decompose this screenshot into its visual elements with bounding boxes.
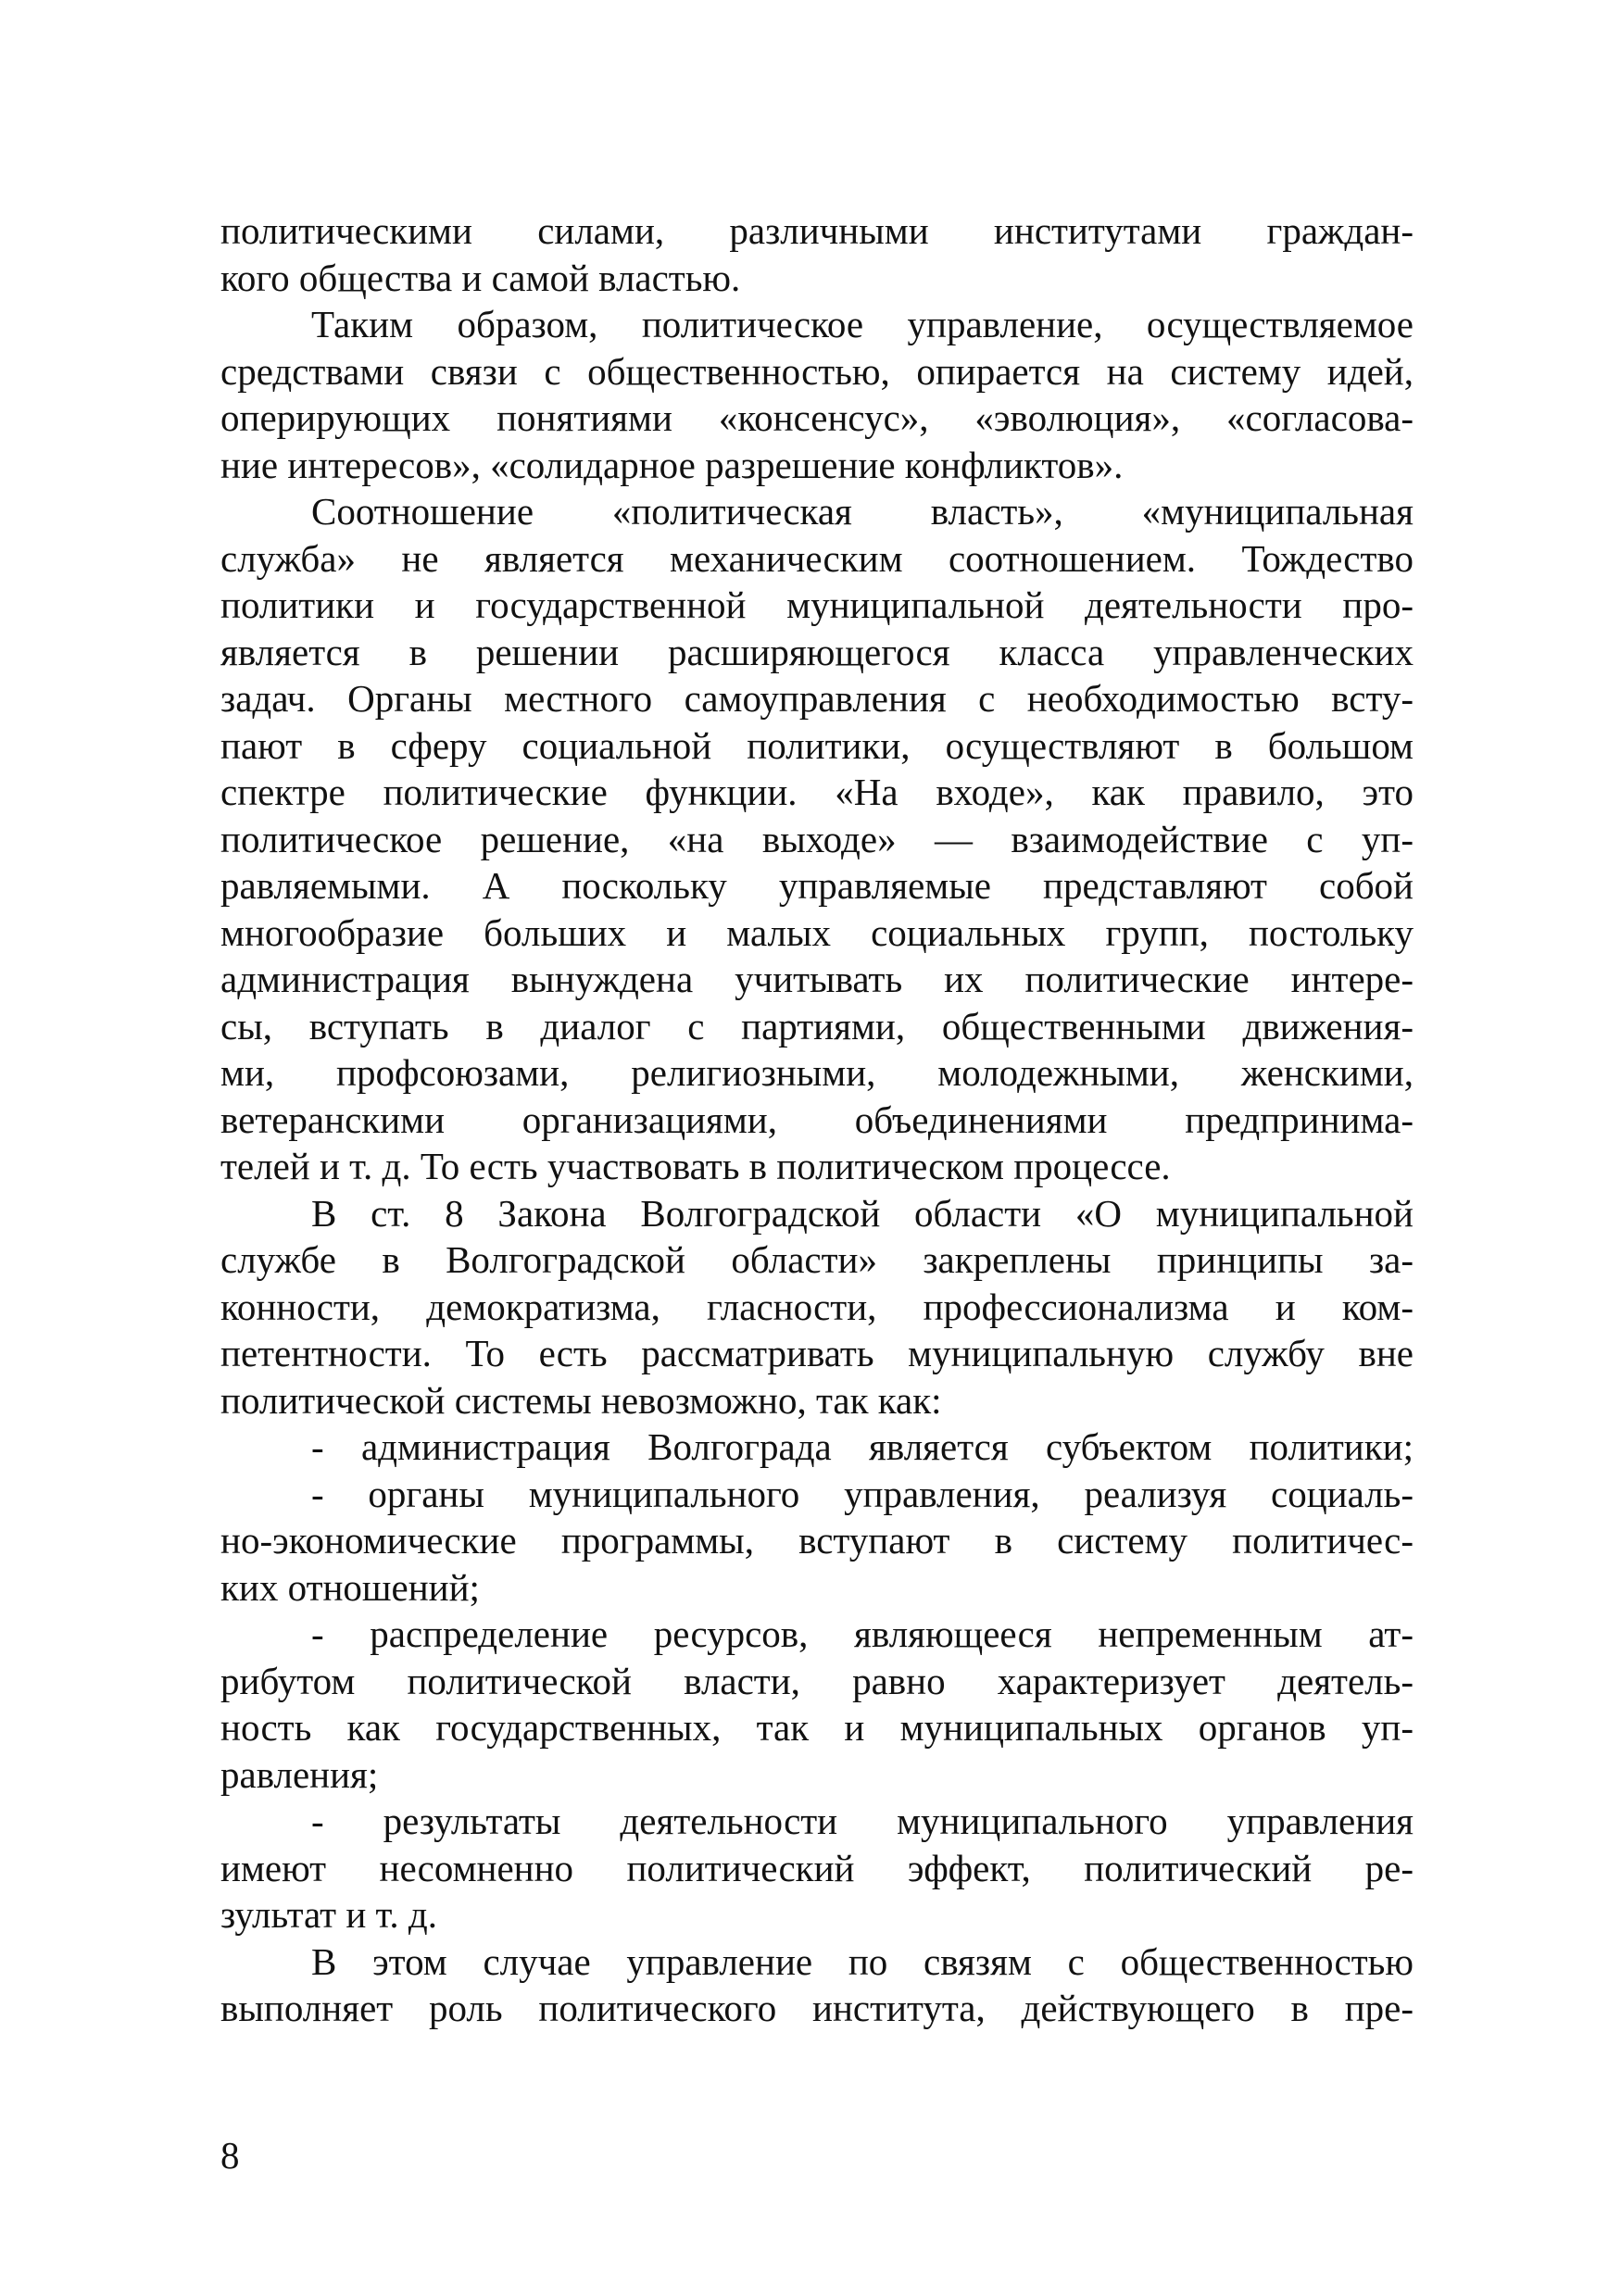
text-line: - администрация Волгограда является субъектом политики; — [311, 1425, 1414, 1468]
text-line: Соотношение «политическая власть», «муниципальная — [311, 490, 1414, 533]
text-line: выполняет роль политического института, действующего в пре- — [220, 1987, 1414, 2029]
text-line: равления; — [220, 1752, 379, 1796]
text-line: конности, демократизма, гласности, профессионализма и ком- — [220, 1285, 1414, 1328]
text-line: В ст. 8 Закона Волгоградской области «О муниципальной — [311, 1191, 1414, 1235]
page-body-text — [220, 207, 1414, 2032]
text-line: сы, вступать в диалог с партиями, общественными движения- — [220, 1004, 1414, 1048]
text-line: многообразие больших и малых социальных групп, постольку — [220, 910, 1414, 954]
text-line: В этом случае управление по связям с общественностью — [311, 1939, 1414, 1983]
text-line: ние интересов», «солидарное разрешение конфликтов». — [220, 443, 1124, 486]
text-line: является в решении расширяющегося класса управленческих — [220, 630, 1414, 673]
text-line: оперирующих понятиями «консенсус», «эволюция», «согласова- — [220, 396, 1414, 439]
text-line: службе в Волгоградской области» закреплены принципы за- — [220, 1238, 1414, 1281]
text-line: равляемыми. А поскольку управляемые представляют собой — [220, 864, 1414, 907]
text-line: средствами связи с общественностью, опирается на систему идей, — [220, 349, 1414, 393]
text-line: петентности. То есть рассматривать муниципальную службу вне — [220, 1332, 1414, 1374]
text-line: телей и т. д. То есть участвовать в политическом процессе. — [220, 1145, 1171, 1187]
text-line: администрация вынуждена учитывать их политические интере- — [220, 958, 1414, 1000]
text-line: ветеранскими организациями, объединениями предпринима- — [220, 1098, 1414, 1141]
text-line: рибутом политической власти, равно характеризует деятель- — [220, 1659, 1414, 1702]
text-line: Таким образом, политическое управление, осуществляемое — [311, 303, 1414, 345]
text-line: имеют несомненно политический эффект, политический ре- — [220, 1846, 1414, 1889]
text-line: ность как государственных, так и муниципальных органов уп- — [220, 1706, 1414, 1749]
text-line: но-экономические программы, вступают в систему политичес- — [220, 1519, 1414, 1562]
text-line: - распределение ресурсов, являющееся непременным ат- — [311, 1612, 1414, 1655]
text-line: ких отношений; — [220, 1565, 480, 1609]
text-line: кого общества и самой властью. — [220, 256, 741, 299]
text-line: ми, профсоюзами, религиозными, молодежными, женскими, — [220, 1051, 1414, 1094]
page-number: 8 — [220, 2134, 240, 2177]
text-line: пают в сферу социальной политики, осуществляют в большом — [220, 723, 1414, 767]
text-line: задач. Органы местного самоуправления с необходимостью всту- — [220, 677, 1414, 720]
text-line: - результаты деятельности муниципального управления — [311, 1800, 1414, 1842]
text-line: политической системы невозможно, так как: — [220, 1378, 942, 1422]
text-line: - органы муниципального управления, реализуя социаль- — [311, 1472, 1414, 1515]
text-line: политики и государственной муниципальной деятельности про- — [220, 583, 1414, 626]
text-line: зультат и т. д. — [220, 1893, 437, 1936]
text-line: спектре политические функции. «На входе», как правило, это — [220, 771, 1414, 813]
text-line: служба» не является механическим соотношением. Тождество — [220, 536, 1414, 580]
text-line: политическое решение, «на выходе» — взаимодействие с уп- — [220, 817, 1414, 860]
text-line: политическими силами, различными институтами граждан- — [220, 209, 1414, 252]
